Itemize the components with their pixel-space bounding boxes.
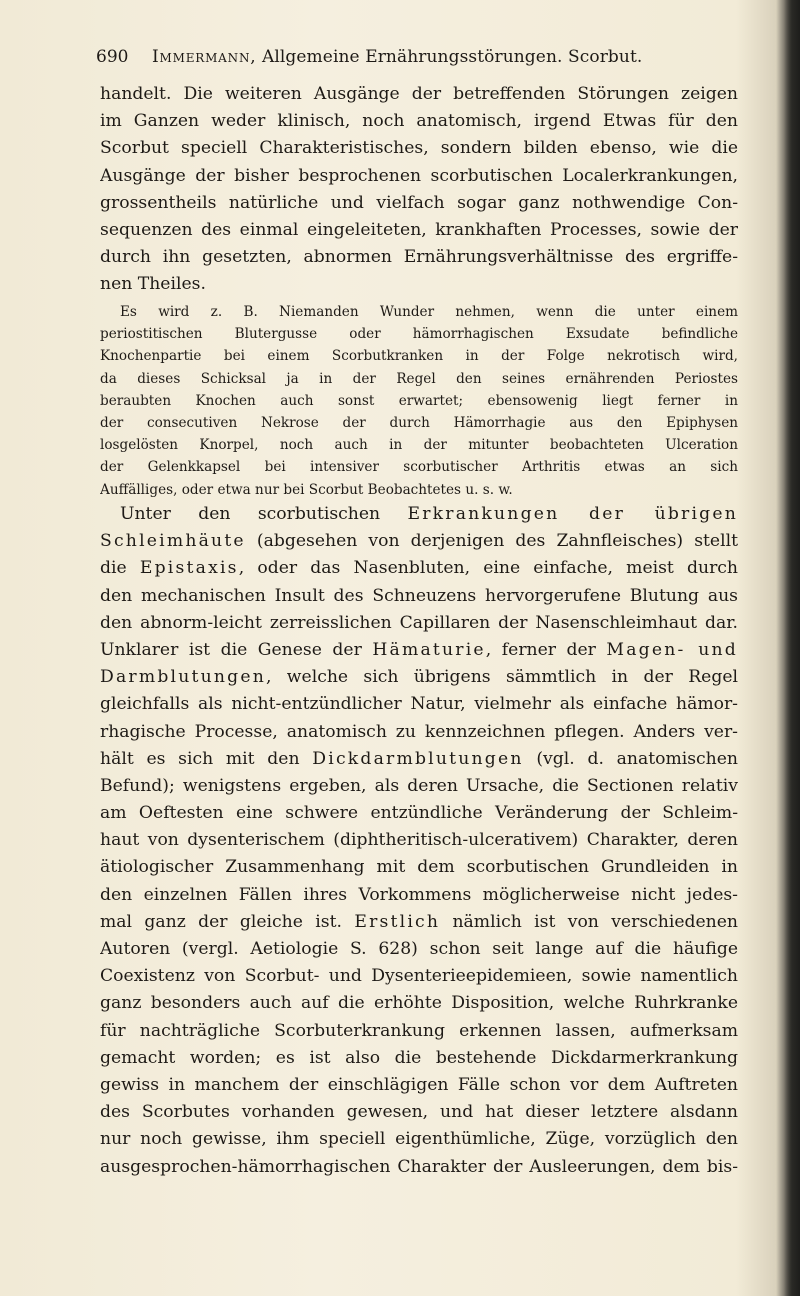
text-line: den mechanischen Insult des Schneuzens hervorgerufene Blutung aus: [100, 585, 738, 606]
text-line: am Oeftesten eine schwere entzündliche Veränderung der Schleim-: [100, 803, 738, 824]
text-line: ganz besonders auch auf die erhöhte Disposition, welche Ruhrkranke: [100, 993, 738, 1014]
text-run: hält es sich mit den: [100, 748, 313, 769]
paragraph-outcomes: [100, 81, 738, 299]
page-header: [96, 44, 738, 70]
small-text-line: da dieses Schicksal ja in der Regel den seines ernährenden Periostes: [100, 370, 738, 387]
text-line: für nachträgliche Scorbuterkrankung erkennen lassen, aufmerksam: [100, 1020, 738, 1041]
small-text-line: der consecutiven Nekrose der durch Hämorrhagie aus den Epiphysen: [100, 414, 738, 431]
running-head-author: Immermann,: [152, 47, 257, 67]
text-line: grossentheils natürliche und vielfach sogar ganz nothwendige Con-: [100, 192, 738, 213]
text-line: gewiss in manchem der einschlägigen Fälle schon vor dem Auftreten: [100, 1074, 738, 1095]
text-line: [100, 555, 738, 582]
text-run: , oder das Nasenbluten, eine einfache, meist durch: [238, 558, 738, 579]
text-line: Ausgänge der bisher besprochenen scorbutischen Localerkrankungen,: [100, 165, 738, 186]
running-head: [152, 44, 642, 70]
text-run: mal ganz der gleiche ist.: [100, 911, 355, 932]
text-line: [100, 664, 738, 691]
running-head-title: Allgemeine Ernährungsstörungen. Scorbut.: [261, 47, 643, 67]
text-line: gemacht worden; es ist also die bestehende Dickdarmerkrankung: [100, 1047, 738, 1068]
text-line: Scorbut speciell Charakteristisches, sondern bilden ebenso, wie die: [100, 138, 738, 159]
text-line: [100, 501, 738, 528]
small-text-line: beraubten Knochen auch sonst erwartet; ebensowenig liegt ferner in: [100, 392, 738, 409]
text-line: [100, 909, 738, 936]
text-line: des Scorbutes vorhanden gewesen, und hat dieser letztere alsdann: [100, 1102, 738, 1123]
text-line: nur noch gewisse, ihm speciell eigenthümliche, Züge, vorzüglich den: [100, 1129, 738, 1150]
small-text-line: Auffälliges, oder etwa nur bei Scorbut Beobachtetes u. s. w.: [100, 481, 513, 498]
text-line: Coexistenz von Scorbut- und Dysenterieepidemieen, sowie namentlich: [100, 966, 738, 987]
text-line: haut von dysenterischem (diphtheritisch-ulcerativem) Charakter, deren: [100, 830, 738, 851]
text-line: ätiologischer Zusammenhang mit dem scorbutischen Grundleiden in: [100, 857, 738, 878]
text-run: , ferner der: [485, 639, 607, 660]
text-line: im Ganzen weder klinisch, noch anatomisch, irgend Etwas für den: [100, 111, 738, 132]
emphasis-term: Schleimhäute: [100, 531, 246, 552]
emphasis-term: Dickdarmblutungen: [312, 748, 524, 769]
text-line: durch ihn gesetzten, abnormen Ernährungsverhältnisse des ergriffe-: [100, 247, 738, 268]
emphasis-term: Erstlich: [354, 911, 441, 932]
text-line: Befund); wenigstens ergeben, als deren Ursache, die Sectionen relativ: [100, 775, 738, 796]
small-text-line: Es wird z. B. Niemanden Wunder nehmen, wenn die unter einem: [120, 304, 738, 320]
emphasis-term: Hämaturie: [372, 639, 486, 660]
text-line: [100, 637, 738, 664]
text-run: Unter den scorbutischen: [120, 504, 408, 524]
text-line: gleichfalls als nicht-entzündlicher Natur, vielmehr als einfache hämor-: [100, 694, 738, 715]
paragraph-mucous-membranes: [100, 501, 738, 1181]
small-print-paragraph: [100, 301, 738, 501]
text-line: sequenzen des einmal eingeleiteten, krankhaften Processes, sowie der: [100, 219, 738, 240]
text-run: die: [100, 558, 140, 579]
page-edge-shadow: [784, 0, 800, 1296]
text-run: Unklarer ist die Genese der: [100, 639, 373, 660]
text-line: den einzelnen Fällen ihres Vorkommens möglicherweise nicht jedes-: [100, 884, 738, 905]
text-line: Autoren (vergl. Aetiologie S. 628) schon seit lange auf die häufige: [100, 939, 738, 959]
small-text-line: losgelösten Knorpel, noch auch in der mitunter beobachteten Ulceration: [100, 437, 738, 454]
emphasis-term: Epistaxis: [139, 558, 239, 579]
small-text-line: der Gelenkkapsel bei intensiver scorbutischer Arthritis etwas an sich: [100, 459, 738, 476]
text-line: ausgesprochen-hämorrhagischen Charakter der Ausleerungen, dem bis-: [100, 1156, 738, 1177]
text-line: [100, 528, 738, 555]
text-line: nen Theiles.: [100, 274, 206, 295]
text-run: (vgl. d. anatomischen: [523, 748, 738, 769]
small-text-line: periostitischen Blutergusse oder hämorrhagischen Exsudate befindliche: [100, 326, 738, 343]
small-text-line: Knochenpartie bei einem Scorbutkranken in der Folge nekrotisch wird,: [100, 348, 738, 365]
text-line: handelt. Die weiteren Ausgänge der betreffenden Störungen zeigen: [100, 84, 738, 104]
emphasis-term: Darmblutungen: [100, 667, 266, 688]
emphasis-term: Erkrankungen der übrigen: [407, 504, 738, 524]
text-line: den abnorm-leicht zerreisslichen Capillaren der Nasenschleimhaut dar.: [100, 612, 738, 633]
text-run: , welche sich übrigens sämmtlich in der Regel: [266, 667, 738, 688]
text-run: nämlich ist von verschiedenen: [440, 911, 738, 932]
text-line: rhagische Processe, anatomisch zu kennzeichnen pflegen. Anders ver-: [100, 721, 738, 742]
page-number: 690: [96, 47, 129, 67]
text-run: (abgesehen von derjenigen des Zahnfleisches) stellt: [245, 531, 738, 552]
emphasis-term: Magen- und: [606, 639, 738, 660]
text-line: [100, 746, 738, 773]
